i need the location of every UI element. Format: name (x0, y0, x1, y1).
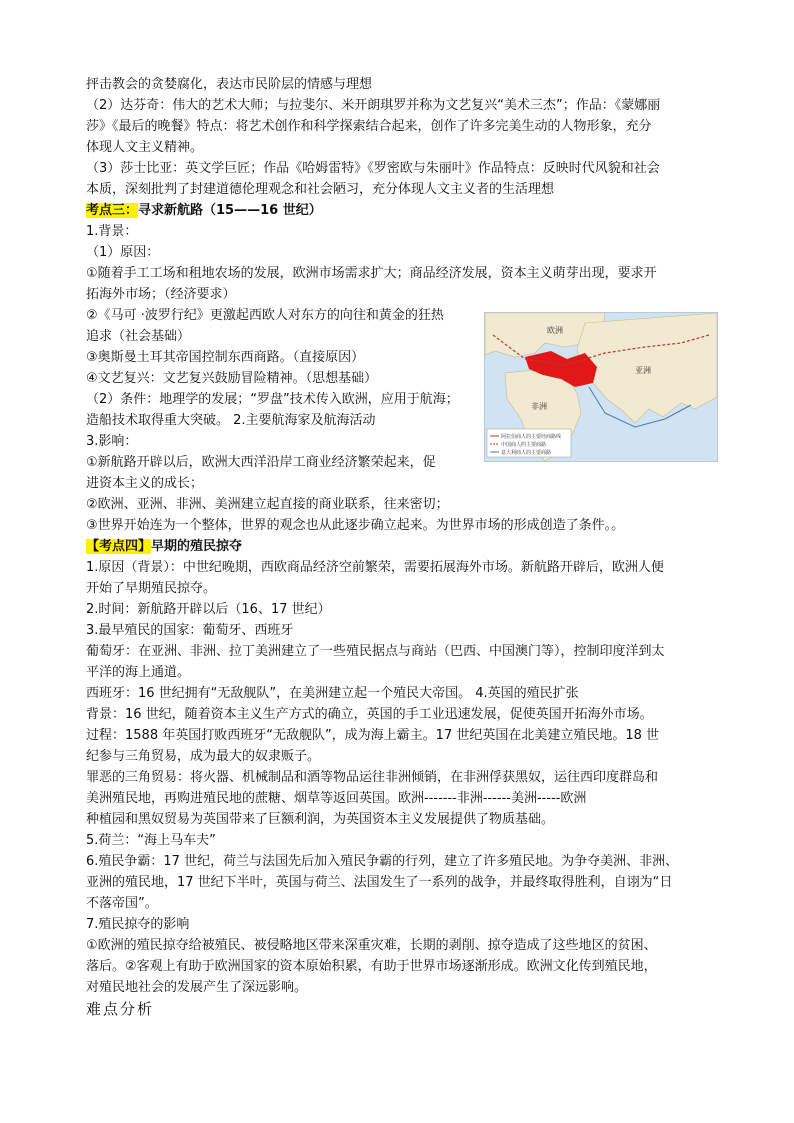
section-heading-kaodian3 (86, 200, 716, 221)
text-line: 3.最早殖民的国家：葡萄牙、西班牙 (86, 623, 294, 638)
text-line: 落后。②客观上有助于欧洲国家的资本原始积累，有助于世界市场逐渐形成。欧洲文化传到殖民地， (86, 959, 657, 974)
section-heading-kaodian4 (86, 536, 716, 557)
text-line: 6.殖民争霸：17 世纪，荷兰与法国先后加入殖民争霸的行列，建立了许多殖民地。为争夺美洲、非洲、 (86, 854, 679, 869)
legend-item: 阿拉伯商人的主要经商路线 (501, 434, 562, 440)
text-line: ①随着手工工场和租地农场的发展，欧洲市场需求扩大；商品经济发展，资本主义萌芽出现，要求开 (86, 266, 657, 281)
text-line: 2.时间：新航路开辟以后（16、17 世纪） (86, 602, 331, 617)
text-line: 7.殖民掠夺的影响 (86, 917, 190, 932)
text-line: 1.原因（背景）：中世纪晚期，西欧商品经济空前繁荣，需要拓展海外市场。新航路开辟后，欧洲人便 (86, 560, 664, 575)
text-line: 平洋的海上通道。 (86, 665, 191, 680)
text-line: 体现人文主义精神。 (86, 140, 204, 155)
text-line: 西班牙：16 世纪拥有“无敌舰队”，在美洲建立起一个殖民大帝国。 4.英国的殖民扩张 (86, 686, 579, 701)
text-line: 开始了早期殖民掠夺。 (86, 581, 217, 596)
text-line: 背景：16 世纪，随着资本主义生产方式的确立，英国的手工业迅速发展，促使英国开拓海外市场。 (86, 707, 653, 722)
text-line: 追求（社会基础） (86, 329, 191, 344)
text-line: 亚洲的殖民地，17 世纪下半叶，英国与荷兰、法国发生了一系列的战争，并最终取得胜利，自诩为“日 (86, 875, 673, 890)
section-label: 考点三： (86, 203, 139, 218)
trade-routes-map (484, 312, 718, 462)
text-line: 莎》《最后的晚餐》特点：将艺术创作和科学探索结合起来，创作了许多完美生动的人物形象，充分 (86, 119, 652, 134)
text-line: 纪参与三角贸易，成为最大的奴隶贩子。 (86, 749, 321, 764)
text-line: （1）原因： (86, 245, 160, 260)
text-line: ④文艺复兴：文艺复兴鼓励冒险精神。（思想基础） (86, 371, 378, 386)
text-line: ②欧洲、亚洲、非洲、美洲建立起直接的商业联系，往来密切； (86, 497, 449, 512)
map-label-asia: 亚洲 (635, 366, 651, 375)
section-title: 早期的殖民掠夺 (151, 539, 243, 554)
text-line: 抨击教会的贪婪腐化，表达市民阶层的情感与理想 (86, 77, 373, 92)
text-line: （3）莎士比亚：英文学巨匠；作品《哈姆雷特》《罗密欧与朱丽叶》作品特点：反映时代风貌和社会 (86, 161, 660, 176)
map-label-europe: 欧洲 (547, 326, 563, 335)
text-line: 本质，深刻批判了封建道德伦理观念和社会陋习，充分体现人文主义者的生活理想 (86, 182, 555, 197)
section-title: 寻求新航路（15——16 世纪） (138, 203, 322, 218)
text-line: 拓海外市场；（经济要求） (86, 287, 236, 302)
text-line: （2）达芬奇：伟大的艺术大师；与拉斐尔、米开朗琪罗并称为文艺复兴“美术三杰”；作品：《蒙娜丽 (86, 98, 661, 113)
map-svg (485, 313, 717, 461)
text-line: ②《马可 ·波罗行纪》更激起西欧人对东方的向往和黄金的狂热 (86, 308, 444, 323)
text-line: 美洲殖民地，再购进殖民地的蔗糖、烟草等返回英国。欧洲-------非洲------美洲-----欧洲 (86, 791, 587, 806)
text-line: 对殖民地社会的发展产生了深远影响。 (86, 980, 308, 995)
text-line: 种植园和黑奴贸易为英国带来了巨额利润，为英国资本主义发展提供了物质基础。 (86, 812, 555, 827)
text-line: 过程：1588 年英国打败西班牙“无敌舰队”，成为海上霸主。17 世纪英国在北美建立殖民地。18 世 (86, 728, 660, 743)
legend-item: 中国商人的主要商路 (501, 442, 547, 448)
document-body (86, 74, 716, 998)
text-line: ③奥斯曼土耳其帝国控制东西商路。（直接原因） (86, 350, 365, 365)
difficulty-analysis-heading: 难点分析 (86, 1000, 155, 1018)
text-line: 葡萄牙：在亚洲、非洲、拉丁美洲建立了一些殖民据点与商站（巴西、中国澳门等），控制印度洋到太 (86, 644, 665, 659)
text-line: 进资本主义的成长； (86, 476, 204, 491)
text-line: 造船技术取得重大突破。 2.主要航海家及航海活动 (86, 413, 376, 428)
legend-item: 意大利商人的主要商路 (501, 450, 552, 456)
text-line: 3.影响： (86, 434, 138, 449)
text-line: 不落帝国”。 (86, 896, 158, 911)
map-label-africa: 非洲 (531, 402, 547, 411)
text-line: ①新航路开辟以后，欧洲大西洋沿岸工商业经济繁荣起来，促 (86, 455, 436, 470)
text-line: 罪恶的三角贸易：将火器、机械制品和酒等物品运往非洲倾销，在非洲俘获黑奴，运往西印度群岛和 (86, 770, 659, 785)
text-line: ①欧洲的殖民掠夺给被殖民、被侵略地区带来深重灾难，长期的剥削、掠夺造成了这些地区的贫困、 (86, 938, 657, 953)
text-line: 5.荷兰：“海上马车夫” (86, 833, 216, 848)
text-line: ③世界开始连为一个整体，世界的观念也从此逐步确立起来。为世界市场的形成创造了条件。。 (86, 518, 625, 533)
text-line: 1.背景： (86, 224, 138, 239)
section-label: 【考点四】 (86, 539, 152, 554)
text-line: （2）条件：地理学的发展；“罗盘”技术传入欧洲，应用于航海； (86, 392, 459, 407)
